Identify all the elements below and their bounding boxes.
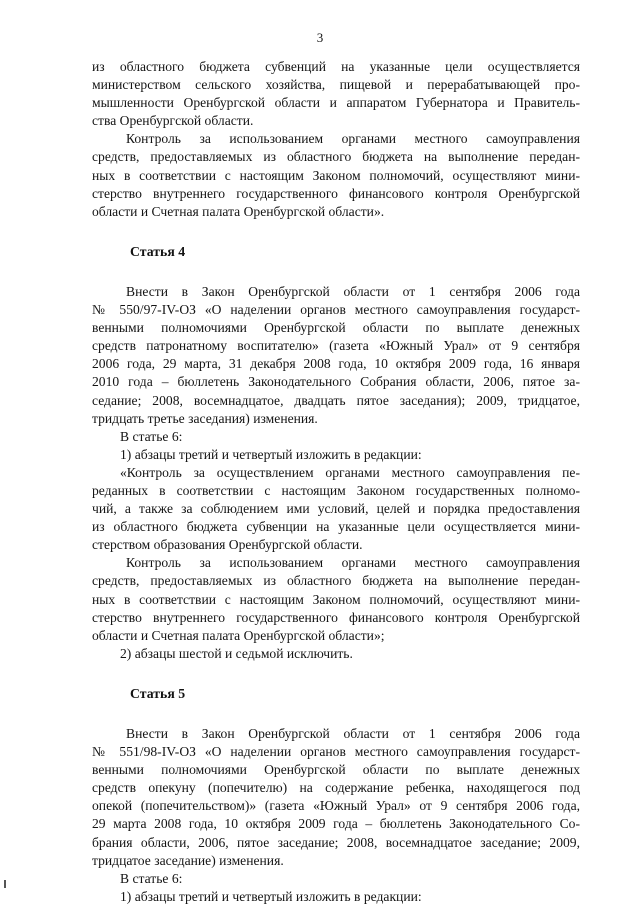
scan-artifact <box>4 880 6 888</box>
text-line: «Контроль за осуществлением органами местного самоуправления пе- <box>120 464 580 480</box>
text-line: венными полномочиями Оренбургской области по выплате денежных <box>92 320 580 336</box>
article-5-item-1: 1) абзацы третий и четвертый изложить в редакции: <box>120 888 422 904</box>
text-line: из областного бюджета субвенции на указанные цели осуществляется мини- <box>92 519 580 535</box>
page-number: 3 <box>316 30 324 45</box>
text-line: средств, предоставляемых из областного бюджета на выполнение передан- <box>92 149 580 165</box>
text-line: № 550/97-IV-ОЗ «О наделении органов местного самоуправления государст- <box>92 302 580 318</box>
text-line: области и Счетная палата Оренбургской области»; <box>92 627 385 643</box>
text-line: средств опекуну (попечителю) на содержание ребенка, находящегося под <box>92 780 580 796</box>
article-5-in-article: В статье 6: <box>120 870 183 886</box>
text-line: стерство внутреннего государственного финансового контроля Оренбургской <box>92 609 580 625</box>
text-line: реданных в соответствии с настоящим Законом государственных полномо- <box>92 482 580 498</box>
text-line: из областного бюджета субвенций на указанные цели осуществляется <box>92 59 580 74</box>
text-line: опекой (попечительством)» (газета «Южный Урал» от 9 сентября 2006 года, <box>92 798 580 814</box>
text-line: ных в соответствии с настоящим Законом полномочий, осуществляют мини- <box>92 167 580 183</box>
text-line: брания области, 2006, пятое заседание; 2008, восемнадцатое заседание; 2009, <box>92 834 580 850</box>
document-body <box>92 58 580 906</box>
text-line: тридцатое заседание) изменения. <box>92 852 284 868</box>
text-line: Контроль за использованием органами местного самоуправления <box>126 555 580 571</box>
text-line: Внести в Закон Оренбургской области от 1 сентября 2006 года <box>126 726 580 741</box>
text-line: мышленности Оренбургской области и аппаратом Губернатора и Правитель- <box>92 95 580 111</box>
text-line: области и Счетная палата Оренбургской области». <box>92 203 385 219</box>
text-line: Контроль за использованием органами местного самоуправления <box>126 131 580 147</box>
text-line: Внести в Закон Оренбургской области от 1 сентября 2006 года <box>126 283 580 299</box>
article-4-quote-2 <box>92 554 580 644</box>
text-line: стерством образования Оренбургской области. <box>92 537 363 553</box>
text-line: 2010 года – бюллетень Законодательного Собрания области, 2006, пятое за- <box>92 374 580 390</box>
article-5-intro <box>92 725 580 870</box>
text-line: 2006 года, 29 марта, 31 декабря 2008 года, 10 октября 2009 года, 16 января <box>92 356 580 372</box>
article-4-quote-1 <box>92 464 580 554</box>
text-line: ства Оренбургской области. <box>92 113 254 129</box>
text-line: чий, а также за соблюдением ими условий, целей и порядка предоставления <box>92 501 580 517</box>
text-line: средств, предоставляемых из областного бюджета на выполнение передан- <box>92 573 580 589</box>
control-paragraph <box>92 130 580 220</box>
article-4-intro <box>92 283 580 428</box>
article-4-heading: Статья 4 <box>130 243 186 259</box>
text-line: 29 марта 2008 года, 10 октября 2009 года – бюллетень Законодательного Со- <box>92 816 580 832</box>
text-line: венными полномочиями Оренбургской области по выплате денежных <box>92 762 580 778</box>
text-line: тридцать третье заседания) изменения. <box>92 410 318 426</box>
article-5-heading: Статья 5 <box>130 685 186 701</box>
text-line: средств патронатному воспитателю» (газета «Южный Урал» от 9 сентября <box>92 338 580 354</box>
text-line: ных в соответствии с настоящим Законом полномочий, осуществляют мини- <box>92 591 580 607</box>
intro-paragraph <box>92 58 580 130</box>
article-4-item-1: 1) абзацы третий и четвертый изложить в редакции: <box>120 446 422 462</box>
article-4-in-article: В статье 6: <box>120 428 183 444</box>
text-line: седание; 2008, восемнадцатое, двадцать пятое заседания); 2009, тридцатое, <box>92 392 580 408</box>
text-line: стерство внутреннего государственного финансового контроля Оренбургской <box>92 185 580 201</box>
text-line: министерством сельского хозяйства, пищевой и перерабатывающей про- <box>92 77 580 93</box>
text-line: № 551/98-IV-ОЗ «О наделении органов местного самоуправления государст- <box>92 744 580 760</box>
article-4-item-2: 2) абзацы шестой и седьмой исключить. <box>120 645 353 661</box>
